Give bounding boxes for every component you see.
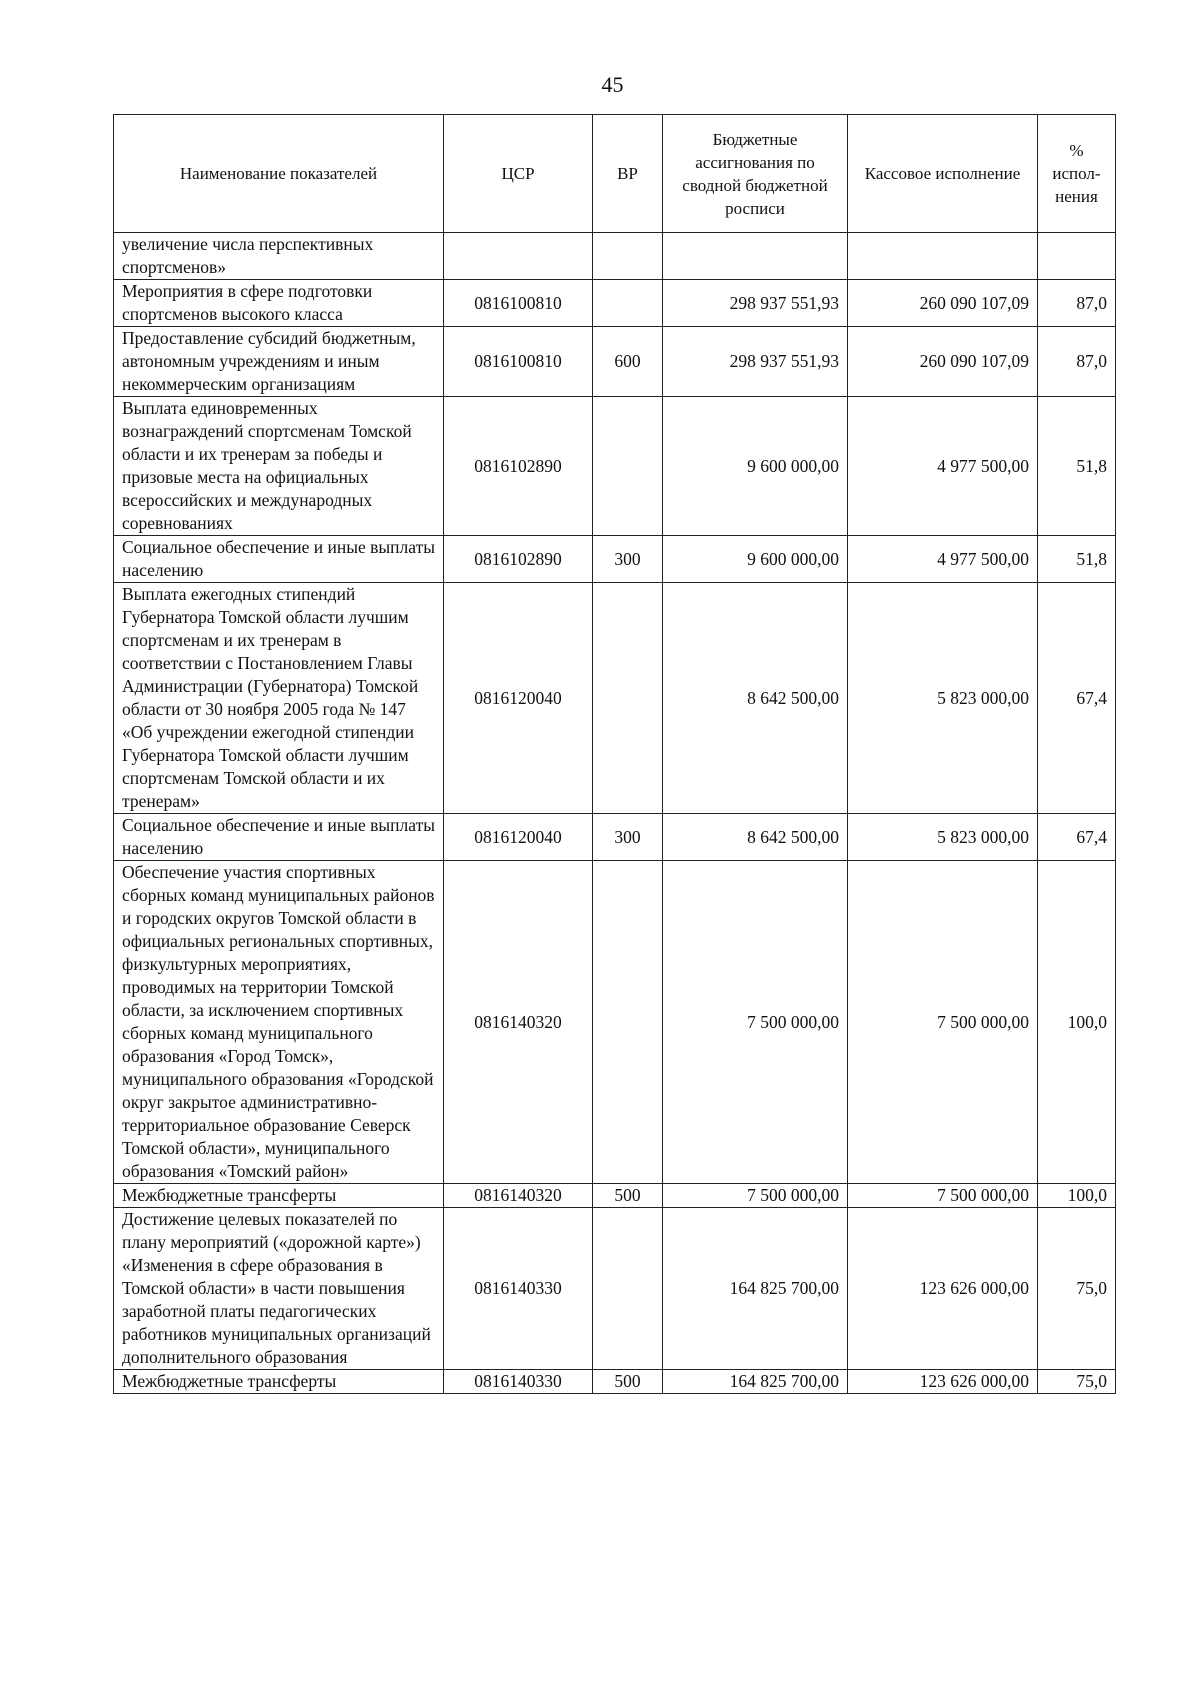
row-name: Выплата ежегодных стипендий Губернатора Томской области лучшим спортсменам и их тренерам в соответствии с Постановлением Главы Администрации (Губернатора) Томской области от 30 ноября 2005 года № 147 «Об учреждении ежегодной стипендии Губернатора Томской области лучшим спортсменам Томской области и их тренерам»: [114, 583, 444, 814]
row-cash: 123 626 000,00: [848, 1370, 1038, 1394]
row-cash: 4 977 500,00: [848, 536, 1038, 583]
row-csr: 0816140330: [444, 1208, 593, 1370]
row-cash: [848, 233, 1038, 280]
row-budget: [663, 233, 848, 280]
row-name: увеличение числа перспективных спортсменов»: [114, 233, 444, 280]
row-name: Обеспечение участия спортивных сборных команд муниципальных районов и городских округов Томской области в официальных региональных спортивных, физкультурных мероприятиях, проводимых на территории Томской области, за исключением спортивных сборных команд муниципального образования «Город Томск», муниципального образования «Городской округ закрытое административно-территориальное образование Северск Томской области», муниципального образования «Томский район»: [114, 861, 444, 1184]
header-percent: % испол-нения: [1038, 115, 1116, 233]
row-csr: 0816120040: [444, 583, 593, 814]
table-row: [114, 233, 1116, 280]
row-budget: 298 937 551,93: [663, 327, 848, 397]
row-cash: 260 090 107,09: [848, 327, 1038, 397]
page-number: 45: [601, 72, 624, 97]
budget-execution-table: [113, 114, 1116, 1394]
table-body: [114, 233, 1116, 1394]
row-budget: 164 825 700,00: [663, 1208, 848, 1370]
row-cash: 7 500 000,00: [848, 1184, 1038, 1208]
row-budget: 8 642 500,00: [663, 583, 848, 814]
table-row: [114, 1208, 1116, 1370]
row-budget: 7 500 000,00: [663, 861, 848, 1184]
row-vr: 600: [593, 327, 663, 397]
row-name: Предоставление субсидий бюджетным, автономным учреждениям и иным некоммерческим организациям: [114, 327, 444, 397]
table-row: [114, 861, 1116, 1184]
header-cash: Кассовое исполнение: [848, 115, 1038, 233]
row-vr: 300: [593, 814, 663, 861]
table-row: [114, 280, 1116, 327]
row-percent: 87,0: [1038, 280, 1116, 327]
row-vr: 500: [593, 1370, 663, 1394]
row-percent: 75,0: [1038, 1208, 1116, 1370]
row-vr: [593, 280, 663, 327]
table-row: [114, 536, 1116, 583]
row-name: Социальное обеспечение и иные выплаты населению: [114, 536, 444, 583]
row-cash: 7 500 000,00: [848, 861, 1038, 1184]
row-cash: 260 090 107,09: [848, 280, 1038, 327]
header-row: [114, 115, 1116, 233]
table-row: [114, 583, 1116, 814]
row-budget: 164 825 700,00: [663, 1370, 848, 1394]
row-cash: 5 823 000,00: [848, 583, 1038, 814]
row-name: Мероприятия в сфере подготовки спортсменов высокого класса: [114, 280, 444, 327]
row-vr: [593, 233, 663, 280]
row-budget: 9 600 000,00: [663, 536, 848, 583]
row-percent: 87,0: [1038, 327, 1116, 397]
row-name: Межбюджетные трансферты: [114, 1184, 444, 1208]
row-cash: 123 626 000,00: [848, 1208, 1038, 1370]
row-name: Межбюджетные трансферты: [114, 1370, 444, 1394]
row-vr: 500: [593, 1184, 663, 1208]
row-vr: 300: [593, 536, 663, 583]
row-percent: 51,8: [1038, 397, 1116, 536]
row-name: Выплата единовременных вознаграждений спортсменам Томской области и их тренерам за победы и призовые места на официальных всероссийских и международных соревнованиях: [114, 397, 444, 536]
row-csr: 0816100810: [444, 280, 593, 327]
row-percent: 67,4: [1038, 814, 1116, 861]
row-name: Достижение целевых показателей по плану мероприятий («дорожной карте») «Изменения в сфере образования в Томской области» в части повышения заработной платы педагогических работников муниципальных организаций дополнительного образования: [114, 1208, 444, 1370]
header-budget: Бюджетные ассигнования по сводной бюджетной росписи: [663, 115, 848, 233]
row-percent: 75,0: [1038, 1370, 1116, 1394]
row-vr: [593, 397, 663, 536]
row-cash: 5 823 000,00: [848, 814, 1038, 861]
header-name: Наименование показателей: [114, 115, 444, 233]
row-percent: 100,0: [1038, 861, 1116, 1184]
row-percent: 67,4: [1038, 583, 1116, 814]
row-csr: 0816100810: [444, 327, 593, 397]
row-budget: 298 937 551,93: [663, 280, 848, 327]
row-csr: 0816140320: [444, 1184, 593, 1208]
row-csr: [444, 233, 593, 280]
row-cash: 4 977 500,00: [848, 397, 1038, 536]
table-row: [114, 397, 1116, 536]
row-percent: 51,8: [1038, 536, 1116, 583]
table-row: [114, 327, 1116, 397]
row-csr: 0816140330: [444, 1370, 593, 1394]
table-row: [114, 1184, 1116, 1208]
row-csr: 0816102890: [444, 397, 593, 536]
header-csr: ЦСР: [444, 115, 593, 233]
table-header: [114, 115, 1116, 233]
table-row: [114, 814, 1116, 861]
row-percent: [1038, 233, 1116, 280]
row-csr: 0816102890: [444, 536, 593, 583]
row-budget: 8 642 500,00: [663, 814, 848, 861]
row-name: Социальное обеспечение и иные выплаты населению: [114, 814, 444, 861]
row-percent: 100,0: [1038, 1184, 1116, 1208]
row-budget: 7 500 000,00: [663, 1184, 848, 1208]
row-vr: [593, 861, 663, 1184]
row-vr: [593, 583, 663, 814]
header-vr: ВР: [593, 115, 663, 233]
row-csr: 0816120040: [444, 814, 593, 861]
row-vr: [593, 1208, 663, 1370]
row-budget: 9 600 000,00: [663, 397, 848, 536]
table-row: [114, 1370, 1116, 1394]
row-csr: 0816140320: [444, 861, 593, 1184]
